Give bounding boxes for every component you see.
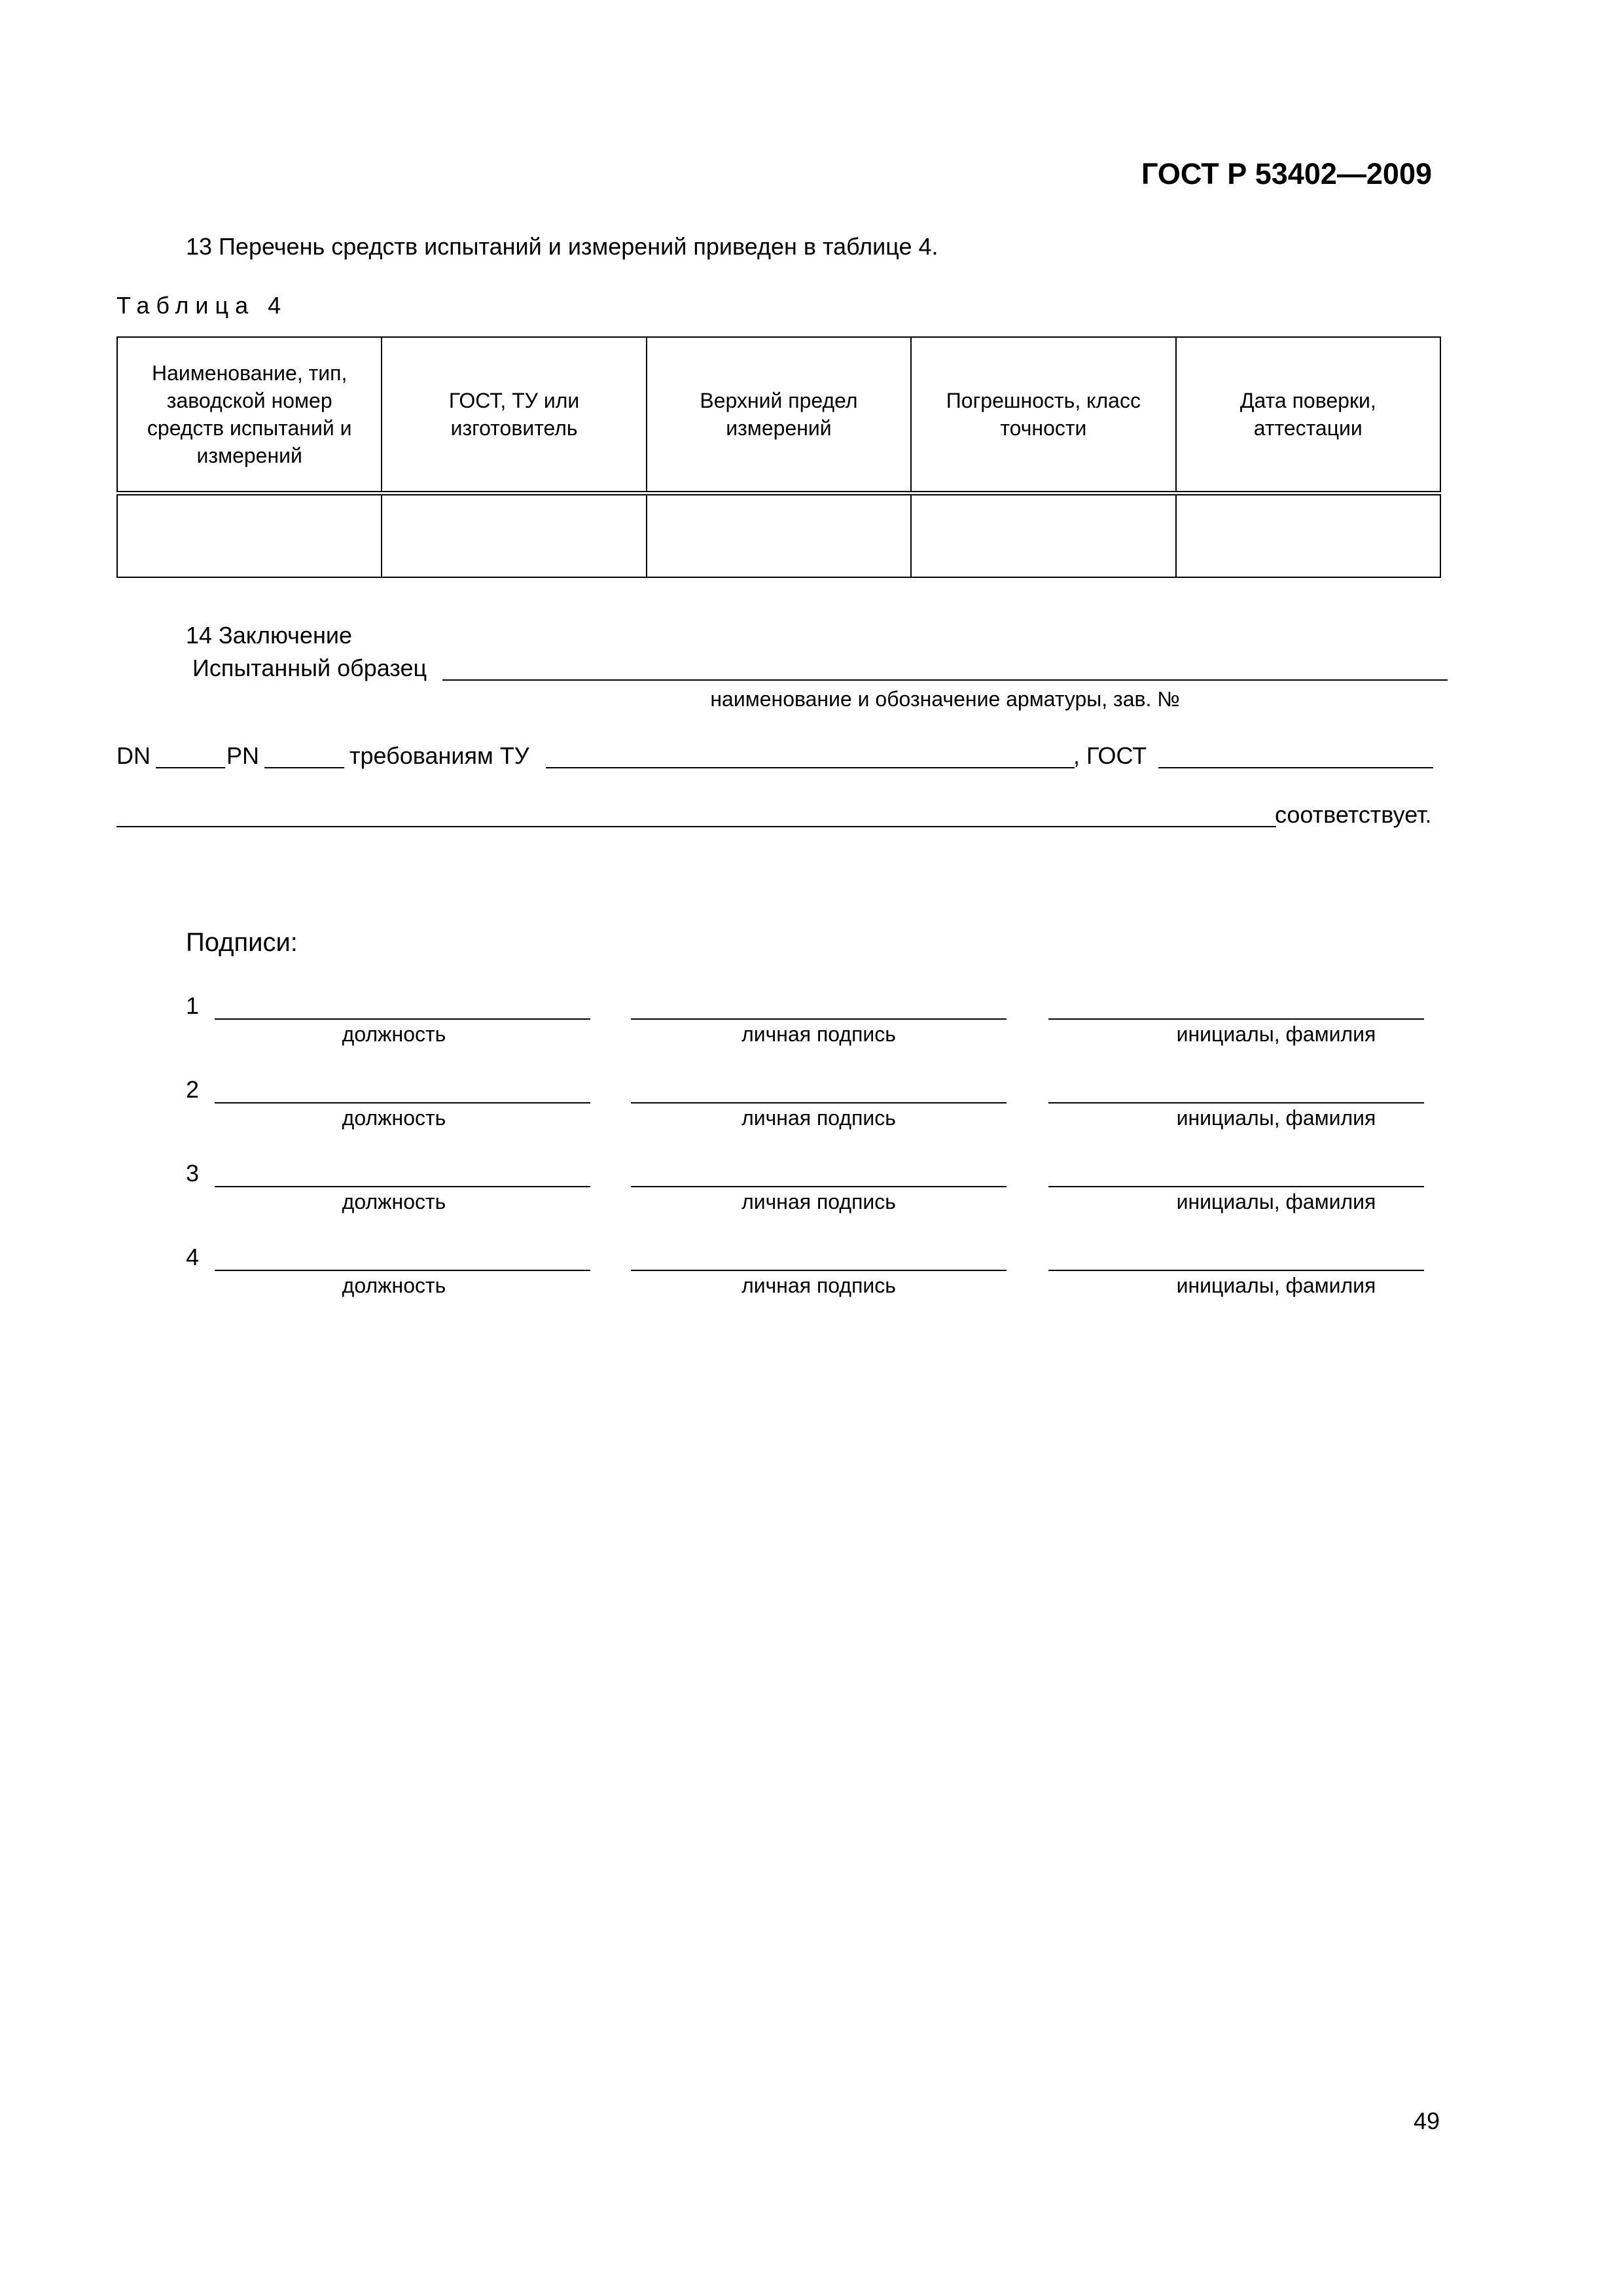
- name-field[interactable]: [1048, 1186, 1424, 1187]
- name-caption: инициалы, фамилия: [1176, 1022, 1376, 1046]
- table-header-row: [117, 337, 1440, 493]
- name-caption: инициалы, фамилия: [1176, 1190, 1376, 1213]
- signature-field[interactable]: [631, 1018, 1007, 1020]
- conforms-label: соответствует.: [1275, 801, 1432, 828]
- signature-field[interactable]: [631, 1102, 1007, 1103]
- name-caption: инициалы, фамилия: [1176, 1274, 1376, 1297]
- signature-caption: личная подпись: [741, 1106, 896, 1130]
- section-13-text: 13 Перечень средств испытаний и измерений приведен в таблице 4.: [186, 233, 938, 260]
- signature-row-number: 3: [186, 1160, 200, 1187]
- signature-row-number: 1: [186, 992, 200, 1019]
- name-field[interactable]: [1048, 1270, 1424, 1271]
- dn-field[interactable]: [156, 767, 225, 768]
- section-14-title: 14 Заключение: [186, 622, 352, 649]
- tested-sample-field[interactable]: [442, 679, 1448, 681]
- dn-label: DN: [116, 742, 151, 769]
- signature-field[interactable]: [631, 1270, 1007, 1271]
- position-caption: должность: [342, 1106, 446, 1130]
- name-caption: инициалы, фамилия: [1176, 1106, 1376, 1130]
- table-header-cell: Погрешность, класс точности: [911, 337, 1175, 493]
- signature-caption: личная подпись: [741, 1190, 896, 1213]
- table-title: Таблица 4: [116, 292, 288, 319]
- signature-field[interactable]: [631, 1186, 1007, 1187]
- conformity-field[interactable]: [116, 826, 1276, 827]
- requirements-label: требованиям ТУ: [349, 742, 529, 769]
- table-cell[interactable]: [647, 493, 911, 578]
- name-field[interactable]: [1048, 1102, 1424, 1103]
- table-header-cell: ГОСТ, ТУ или изготовитель: [382, 337, 646, 493]
- table-cell[interactable]: [117, 493, 382, 578]
- pn-field[interactable]: [264, 767, 344, 768]
- requirements-tu-field[interactable]: [546, 767, 1075, 768]
- table-cell[interactable]: [382, 493, 646, 578]
- pn-label: PN: [226, 742, 260, 769]
- table-4: [116, 336, 1441, 578]
- table-cell[interactable]: [911, 493, 1175, 578]
- table-row: [117, 493, 1440, 578]
- tested-sample-label: Испытанный образец: [192, 655, 427, 681]
- page-number: 49: [1414, 2108, 1440, 2134]
- position-field[interactable]: [215, 1270, 590, 1271]
- position-caption: должность: [342, 1190, 446, 1213]
- position-caption: должность: [342, 1022, 446, 1046]
- signature-row-number: 4: [186, 1244, 200, 1270]
- document-code: ГОСТ Р 53402—2009: [1141, 157, 1432, 190]
- signature-caption: личная подпись: [741, 1022, 896, 1046]
- signature-caption: личная подпись: [741, 1274, 896, 1297]
- position-field[interactable]: [215, 1186, 590, 1187]
- tested-sample-caption: наименование и обозначение арматуры, зав. №: [710, 687, 1180, 711]
- position-caption: должность: [342, 1274, 446, 1297]
- gost-field[interactable]: [1158, 767, 1433, 768]
- position-field[interactable]: [215, 1102, 590, 1103]
- table-header-cell: Верхний предел измерений: [647, 337, 911, 493]
- signature-row-number: 2: [186, 1076, 200, 1103]
- table-cell[interactable]: [1176, 493, 1440, 578]
- gost-label: , ГОСТ: [1073, 742, 1147, 769]
- position-field[interactable]: [215, 1018, 590, 1020]
- name-field[interactable]: [1048, 1018, 1424, 1020]
- table-header-cell: Наименование, тип, заводской номер средств испытаний и измерений: [117, 337, 382, 493]
- signatures-title: Подписи:: [186, 928, 298, 957]
- table-header-cell: Дата поверки, аттестации: [1176, 337, 1440, 493]
